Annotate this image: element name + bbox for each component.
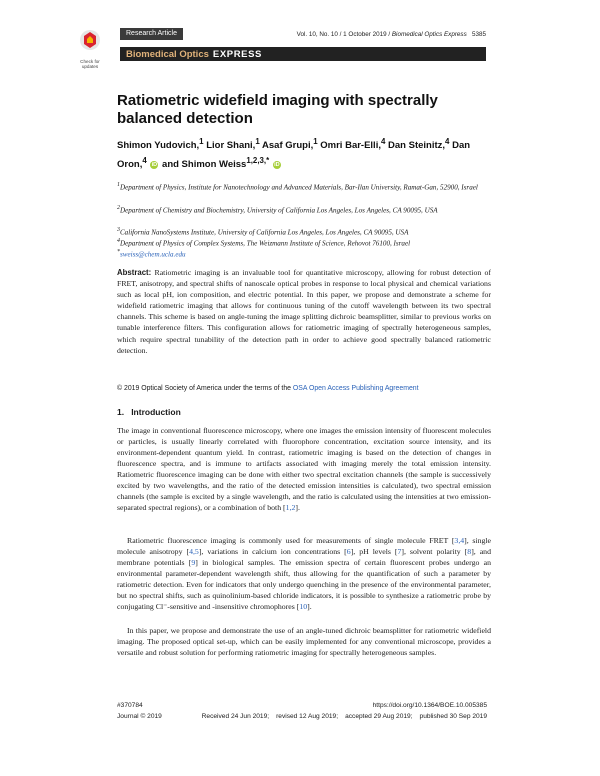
orcid-icon[interactable]: iD: [274, 161, 280, 168]
journal-copyright: Journal © 2019: [117, 713, 162, 720]
citation-link[interactable]: 9: [191, 558, 196, 568]
issue-line: Vol. 10, No. 10 / 1 October 2019 /: [296, 30, 392, 38]
brand-express: EXPRESS: [212, 48, 262, 60]
citation-link[interactable]: 3,4: [454, 536, 465, 545]
section-heading: 1. Introduction: [117, 407, 181, 417]
copyright-line: © 2019 Optical Society of America under the terms of the OSA Open Access Publishing Agreement: [117, 385, 419, 392]
citation-link[interactable]: 8: [467, 547, 472, 557]
author: Dan Oron,: [117, 140, 471, 170]
brand-name: Biomedical Optics: [126, 48, 209, 60]
corresponding-email[interactable]: *sweiss@chem.ucla.edu: [117, 249, 186, 259]
affiliation: $^4$Department of Physics of Complex Systems, The Weizmann Institute of Science, Rehovot 76100, Israel: [117, 238, 411, 248]
update-ribbon-icon: [75, 28, 105, 54]
doi-link[interactable]: https://doi.org/10.1364/BOE.10.005385: [372, 702, 487, 709]
citation-link[interactable]: 7: [397, 547, 402, 557]
author: Lior Shani,: [206, 140, 256, 152]
badge-label: Check for updates: [80, 59, 100, 69]
journal-brand-banner: [120, 47, 486, 61]
intro-paragraph-2: Ratiometric fluorescence imaging is commonly used for measurements of single molecule FRET [3,4], single molecule anisotropy [4,5], variations in calcium ion concentrations [6], pH levels [7], solvent polarity [8], and membrane potentials [9] in biological samples. The emission spectra of certain fluorescent probes undergo an environmental parameter-dependent wavelength shift, thus allowing for the quantification of such a parameter by ratiometric detection. Even for indicators that only undergo quenching in the presence of the environmental parameter, but no spectral shifts, such as quinolinium-based chloride indicators, it is possible to synthesize a ratiometric probe by conjugating Cl⁻-sensitive and -insensitive chromophores [10].: [117, 536, 492, 612]
intro-paragraph-1: The image in conventional fluorescence microscopy, where one images the emission intensity of fluorescent molecules or particles, is usually linearly correlated with fluorophore concentration, excitation source intensity, and its environment-dependent quantum yield. In contrast, ratiometric imaging is based on the detection of changes in fluorescence spectra, and is immune to artifacts associated with imaging merely the total emission intensity. Ratiometric fluorescence imaging can be done with either two spectral excitation channels (the sample is successively excited by two wavelengths, and the ratio of the detected emission intensities is calculated), two spectral emission channels (the sample is excited by a single wavelength, and the ratio is calculated using the intensities at two emission-separated spectral regions), or a combination of both [1,2].: [117, 426, 491, 513]
affiliation: $^1$Department of Physics, Institute for Nanotechnology and Advanced Materials, Bar-Ilan University, Ramat-Gan, 52900, Israel: [117, 182, 478, 192]
issue-journal: Biomedical Optics Express: [391, 30, 467, 38]
issue-info: [183, 31, 486, 38]
author: Dan Steinitz,: [388, 140, 446, 152]
article-id: #370784: [117, 702, 143, 709]
author-list: Shimon Yudovich,$^1$ Lior Shani,$^1$ Asaf Grupi,$^1$ Omri Bar-Elli,$^4$ Dan Steinitz,$^4$ Dan Oron,$^4$ iD and Shimon Weiss$^{1,2,3,*}$ iD: [117, 137, 471, 170]
check-for-updates-badge[interactable]: [75, 28, 105, 69]
author: Asaf Grupi,: [262, 140, 314, 152]
author: Shimon Yudovich,: [117, 140, 200, 152]
citation-link[interactable]: 6: [346, 547, 351, 557]
page-number: 5385: [471, 30, 486, 38]
footer-row-1: [117, 702, 487, 709]
author: Omri Bar-Elli,: [320, 140, 381, 152]
publication-dates: Received 24 Jun 2019; revised 12 Aug 2019; accepted 29 Aug 2019; published 30 Sep 2019: [201, 713, 487, 720]
affiliation: $^3$California NanoSystems Institute, University of California Los Angeles, Los Angeles, CA 90095, USA: [117, 227, 409, 237]
article-header-bar: [120, 28, 486, 40]
article-type-tag: Research Article: [120, 28, 183, 40]
orcid-icon[interactable]: iD: [151, 161, 158, 168]
citation-link[interactable]: 10: [299, 602, 308, 612]
author: and Shimon Weiss: [162, 158, 247, 170]
publishing-agreement-link[interactable]: OSA Open Access Publishing Agreement: [292, 385, 419, 392]
affiliation: $^2$Department of Chemistry and Biochemistry, University of California Los Angeles, Los Angeles, CA 90095, USA: [117, 205, 438, 215]
footer-row-2: [117, 713, 487, 720]
citation-link[interactable]: 1,2: [285, 503, 296, 513]
abstract-label: Abstract:: [117, 268, 152, 277]
article-title: Ratiometric widefield imaging with spectrally balanced detection: [117, 92, 438, 127]
intro-paragraph-3: In this paper, we propose and demonstrate the use of an angle-tuned dichroic beamsplitter for ratiometric widefield imaging. The proposed optical set-up, which can be easily implemented for any conventional microscope, provides a versatile and robust solution for performing ratiometric imaging for spectrally heterogeneous samples.: [117, 626, 491, 658]
citation-link[interactable]: 4,5: [189, 547, 199, 557]
abstract-text: Ratiometric imaging is an invaluable tool for quantitative microscopy, allowing for robust detection of FRET, anisotropy, and spectral shifts of nanoscale optical probes in response to local physical and chemical variations such as local pH, ion composition, and electric potential. In this paper, we propose and demonstrate a scheme for widefield ratiometric imaging that allows for continuous tuning of the cutoff wavelength between its two spectral channels. This scheme is based on angle-tuning the image splitting dichroic beamsplitter, similar to previous works on tunable interference filters. This configuration allows for ratiometric imaging of spectrally heterogeneous samples, which require spectral tunability of the detection path in order to achieve good spectrally balanced ratiometric detection.: [117, 268, 491, 355]
abstract: [117, 267, 491, 356]
